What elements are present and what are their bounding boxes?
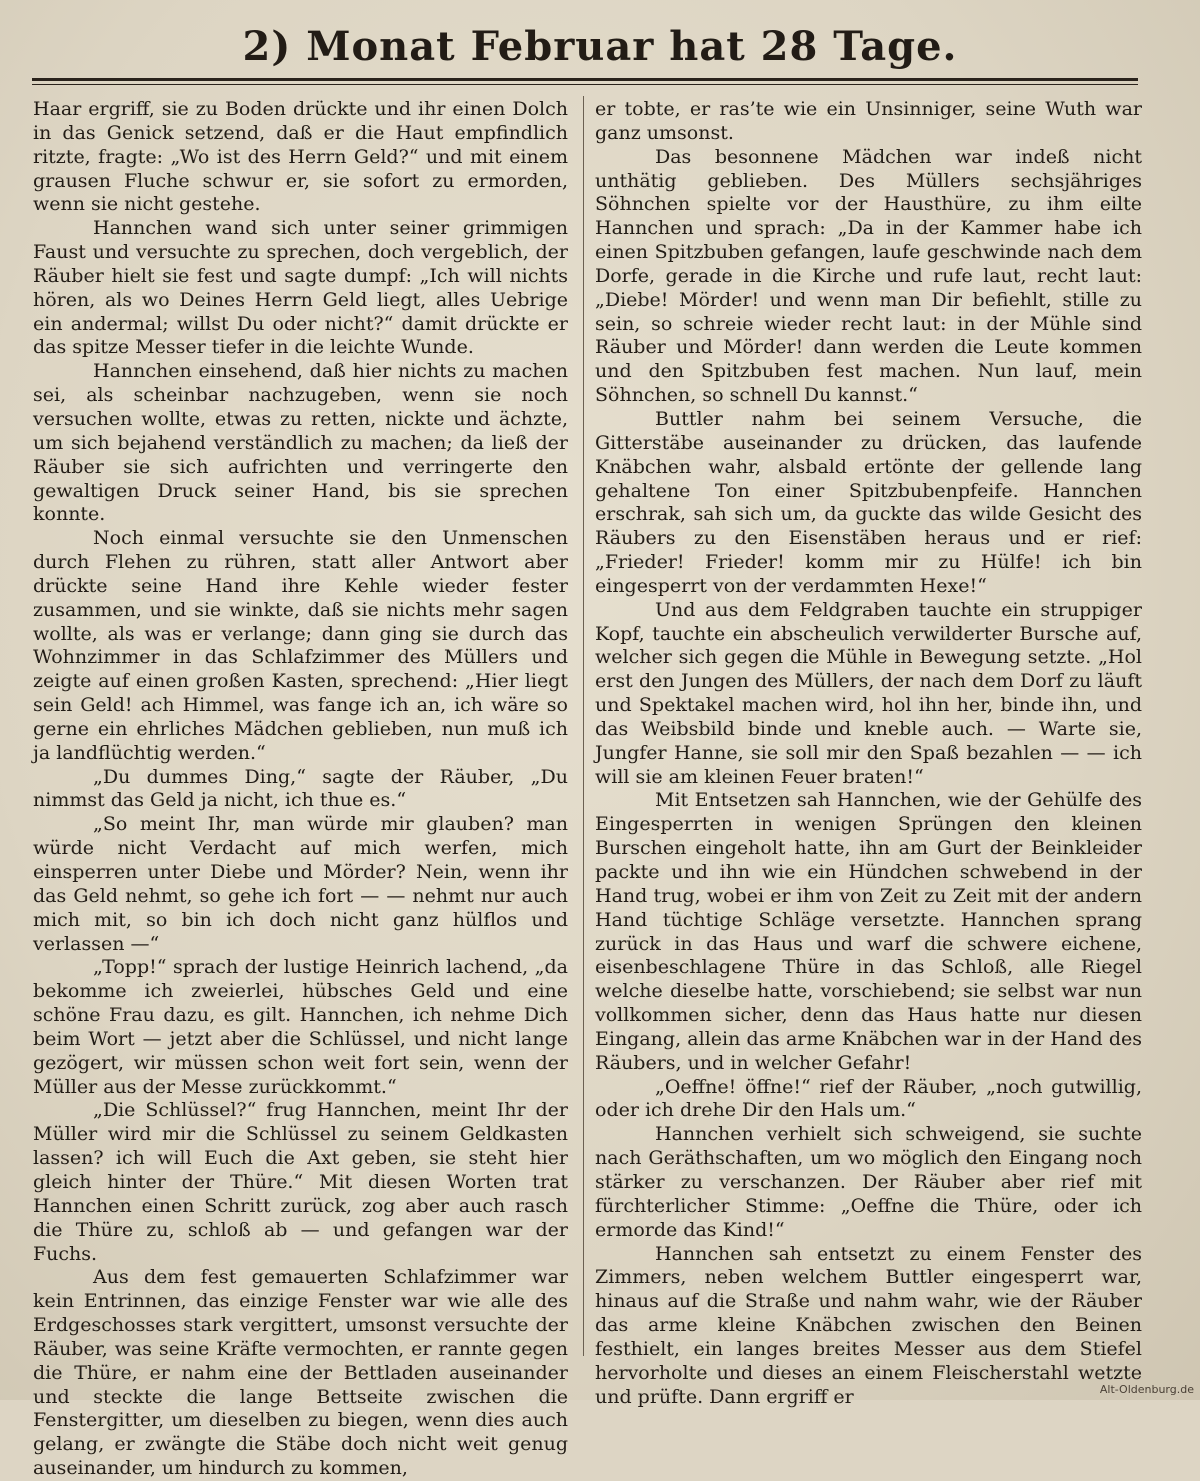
paragraph: Mit Entsetzen sah Hannchen, wie der Gehülfe des Eingesperrten in wenigen Sprüngen den kleinen Burschen eingeholt hatte, ihn am Gurt der Beinkleider packte und ihn wie ein Hündchen schwebend in der Hand trug, wobei er ihm von Zeit zu Zeit mit der andern Hand tüchtige Schläge versetzte. Hannchen sprang zurück in das Haus und warf die schwere eichene, eisenbeschlagene Thüre in das Schloß, alle Riegel welche dieselbe hatte, vorschiebend; sie selbst war nun vollkommen sicher, denn das Haus hatte nur diesen Eingang, allein das arme Knäbchen war in der Hand des Räubers, und in welcher Gefahr! xyxy=(595,789,1142,1074)
paragraph: Noch einmal versuchte sie den Unmenschen durch Flehen zu rühren, statt aller Antwort aber drückte seine Hand ihre Kehle wieder fester zusammen, und sie winkte, daß sie nichts mehr sagen wollte, als was er verlange; dann ging sie durch das Wohnzimmer in das Schlafzimmer des Müllers und zeigte auf einen großen Kasten, sprechend: „Hier liegt sein Geld! ach Himmel, was fange ich an, ich wäre so gerne ein ehrliches Mädchen geblieben, nun muß ich ja landflüchtig werden.“ xyxy=(33,527,568,764)
paragraph: Hannchen einsehend, daß hier nichts zu machen sei, als scheinbar nachzugeben, wenn sie noch versuchen wollte, etwas zu retten, nickte und ächzte, um sich bejahend verständlich zu machen; da ließ der Räuber sie sich aufrichten und verringerte den gewaltigen Druck seiner Hand, bis sie sprechen konnte. xyxy=(33,360,568,526)
paragraph: Haar ergriff, sie zu Boden drückte und ihr einen Dolch in das Genick setzend, daß er die Haut empfindlich ritzte, fragte: „Wo ist des Herrn Geld?“ und mit einem grausen Fluche schwur er, sie sofort zu ermorden, wenn sie nicht gestehe. xyxy=(33,98,568,216)
paragraph: Hannchen verhielt sich schweigend, sie suchte nach Geräthschaften, um wo möglich den Eingang noch stärker zu verschanzen. Der Räuber aber rief mit fürchterlicher Stimme: „Oeffne die Thüre, oder ich ermorde das Kind!“ xyxy=(595,1123,1142,1241)
header-rule xyxy=(32,78,1138,81)
paragraph: Hannchen sah entsetzt zu einem Fenster des Zimmers, neben welchem Buttler eingesperrt war, hinaus auf die Straße und nahm wahr, wie der Räuber das arme kleine Knäbchen zwischen den Beinen festhielt, ein langes breites Messer aus dem Stiefel hervorholte und dieses an einem Fleischerstahl wetzte und prüfte. Dann ergriff er xyxy=(595,1242,1142,1408)
paragraph: Das besonnene Mädchen war indeß nicht unthätig geblieben. Des Müllers sechsjähriges Söhnchen spielte vor der Hausthüre, zu ihm eilte Hannchen und sprach: „Da in der Kammer habe ich einen Spitzbuben gefangen, laufe geschwinde nach dem Dorfe, gerade in die Kirche und rufe laut, recht laut: „Diebe! Mörder! und wenn man Dir befiehlt, stille zu sein, so schreie wieder recht laut: in der Mühle sind Räuber und Mörder! dann werden die Leute kommen und den Spitzbuben fest machen. Nun lauf, mein Söhnchen, so schnell Du kannst.“ xyxy=(595,145,1142,407)
paragraph: Und aus dem Feldgraben tauchte ein struppiger Kopf, tauchte ein abscheulich verwilderter Bursche auf, welcher sich gegen die Mühle in Bewegung setzte. „Hol erst den Jungen des Müllers, der nach dem Dorf zu läuft und Spektakel machen wird, hol ihn her, binde ihn, und das Weibsbild binde und kneble auch. — Warte sie, Jungfer Hanne, sie soll mir den Spaß bezahlen — — ich will sie am kleinen Feuer braten!“ xyxy=(595,598,1142,788)
paragraph: „Du dummes Ding,“ sagte der Räuber, „Du nimmst das Geld ja nicht, ich thue es.“ xyxy=(33,765,568,812)
watermark: Alt-Oldenburg.de xyxy=(1099,1383,1194,1396)
paragraph: Hannchen wand sich unter seiner grimmigen Faust und versuchte zu sprechen, doch vergeblich, der Räuber hielt sie fest und sagte dumpf: „Ich will nichts hören, als wo Deines Herrn Geld liegt, alles Uebrige ein andermal; willst Du oder nicht?“ damit drückte er das spitze Messer tiefer in die leichte Wunde. xyxy=(33,217,568,359)
header-rule-thin xyxy=(32,84,1138,85)
paragraph: er tobte, er ras’te wie ein Unsinniger, seine Wuth war ganz umsonst. xyxy=(595,98,1142,144)
paragraph: „Die Schlüssel?“ frug Hannchen, meint Ihr der Müller wird mir die Schlüssel zu seinem Geldkasten lassen? ich will Euch die Axt geben, sie steht hier gleich hinter der Thüre.“ Mit diesen Worten trat Hannchen einen Schritt zurück, zog aber auch rasch die Thüre zu, schloß ab — und gefangen war der Fuchs. xyxy=(33,1099,568,1265)
left-column xyxy=(33,98,568,1481)
right-column xyxy=(595,98,1142,1409)
column-divider xyxy=(583,96,584,1356)
paragraph: „Oeffne! öffne!“ rief der Räuber, „noch gutwillig, oder ich drehe Dir den Hals um.“ xyxy=(595,1075,1142,1122)
paragraph: „Topp!“ sprach der lustige Heinrich lachend, „da bekomme ich zweierlei, hübsches Geld und eine schöne Frau dazu, es gilt. Hannchen, ich nehme Dich beim Wort — jetzt aber die Schlüssel, und nicht lange gezögert, wir müssen schon weit fort sein, wenn der Müller aus der Messe zurückkommt.“ xyxy=(33,956,568,1098)
page-title: 2) Monat Februar hat 28 Tage. xyxy=(242,23,958,70)
paragraph: Aus dem fest gemauerten Schlafzimmer war kein Entrinnen, das einzige Fenster war wie alle des Erdgeschosses stark vergittert, umsonst versuchte der Räuber, was seine Kräfte vermochten, er rannte gegen die Thüre, er nahm eine der Bettladen auseinander und steckte die lange Bettseite zwischen die Fenstergitter, um dieselben zu biegen, wenn dies auch gelang, er zwängte die Stäbe doch nicht weit genug auseinander, um hindurch zu kommen, xyxy=(33,1266,568,1480)
paragraph: Buttler nahm bei seinem Versuche, die Gitterstäbe auseinander zu drücken, das laufende Knäbchen wahr, alsbald ertönte der gellende lang gehaltene Ton einer Spitzbubenpfeife. Hannchen erschrak, sah sich um, da guckte das wilde Gesicht des Räubers zu den Eisenstäben heraus und er rief: „Frieder! Frieder! komm mir zu Hülfe! ich bin eingesperrt von der verdammten Hexe!“ xyxy=(595,407,1142,597)
paragraph: „So meint Ihr, man würde mir glauben? man würde nicht Verdacht auf mich werfen, mich einsperren unter Diebe und Mörder? Nein, wenn ihr das Geld nehmt, so gehe ich fort — — nehmt nur auch mich mit, so bin ich doch nicht ganz hülflos und verlassen —“ xyxy=(33,813,568,955)
